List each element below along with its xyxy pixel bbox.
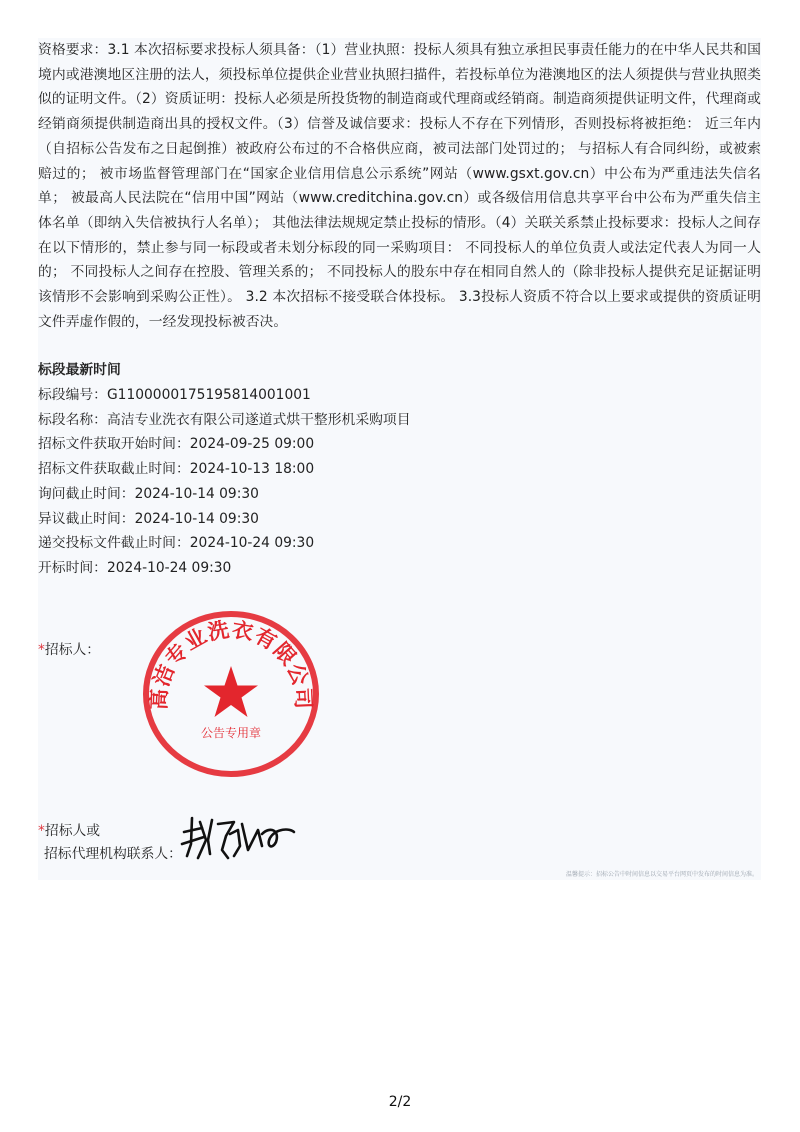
seal-star-icon [204, 666, 258, 717]
doc-obtain-end-time: 招标文件获取截止时间：2024-10-13 18:00 [38, 461, 315, 478]
tenderer-label: 招标人： [44, 642, 101, 658]
section-latest-time-heading: 标段最新时间 [38, 362, 121, 378]
contact-label-line2: 招标代理机构联系人： [44, 846, 182, 862]
seal-caption: 公告专用章 [200, 726, 262, 740]
bid-opening-time: 开标时间：2024-10-24 09:30 [38, 559, 232, 576]
doc-obtain-start-time: 招标文件获取开始时间：2024-09-25 09:00 [38, 436, 315, 453]
seal-company-name: 高洁专业洗衣有限公司 [146, 617, 316, 711]
section-code: 标段编号：G1100000175195814001001 [38, 387, 311, 403]
tenderer-field [38, 640, 100, 660]
company-seal-stamp [140, 610, 322, 778]
qualification-requirements: 资格要求：3.1 本次招标要求投标人须具备：（1）营业执照：投标人须具有独立承担民事责任能力的在中华人民共和国境内或港澳地区注册的法人，须投标单位提供企业营业执照扫描件，若投标单位为港澳地区的法人须提供与营业执照类似的证明文件。（2）资质证明：投标人必须是所投货物的制造商或代理商或经销商。制造商须提供证明文件，代理商或经销商须提供制造商出具的授权文件。（3）信誉及诚信要求：投标人不存在下列情形，否则投标将被拒绝： 近三年内（自招标公告发布之日起倒推）被政府公布过的不合格供应商，被司法部门处罚过的； 与招标人有合同纠纷，或被索赔过的； 被市场监督管理部门在“国家企业信用信息公示系统”网站（www.gsxt.gov.cn）中公布为严重违法失信名单； 被最高人民法院在“信用中国”网站（www.creditchina.gov.cn）或各级信用信息共享平台中公布为严重失信主体名单（即纳入失信被执行人名单）； 其他法律法规规定禁止投标的情形。（4）关联关系禁止投标要求：投标人之间存在以下情形的，禁止参与同一标段或者未划分标段的同一采购项目： 不同投标人的单位负责人或法定代表人为同一人的； 不同投标人之间存在控股、管理关系的； 不同投标人的股东中存在相同自然人的（除非投标人提供充足证据证明该情形不会影响到采购公正性）。 3.2 本次招标不接受联合体投标。 3.3投标人资质不符合以上要求或提供的资质证明文件弄虚作假的，一经发现投标被否决。 [38, 42, 761, 330]
bid-submission-deadline: 递交投标文件截止时间：2024-10-24 09:30 [38, 535, 315, 552]
required-marker: * [38, 642, 45, 658]
section-name: 标段名称：高洁专业洗衣有限公司遂道式烘干整形机采购项目 [38, 411, 411, 428]
contact-label-line1: 招标人或 [44, 823, 101, 839]
objection-deadline: 异议截止时间：2024-10-14 09:30 [38, 510, 259, 527]
required-marker: * [38, 823, 45, 839]
contact-person-field [38, 820, 182, 866]
handwritten-signature [176, 810, 302, 866]
section-time-list [38, 383, 411, 581]
inquiry-deadline: 询问截止时间：2024-10-14 09:30 [38, 485, 259, 502]
page-number: 2/2 [388, 1094, 412, 1110]
time-notice: 温馨提示：招标公告中时间信息以交易平台网页中发布的时间信息为准。 [565, 871, 758, 878]
